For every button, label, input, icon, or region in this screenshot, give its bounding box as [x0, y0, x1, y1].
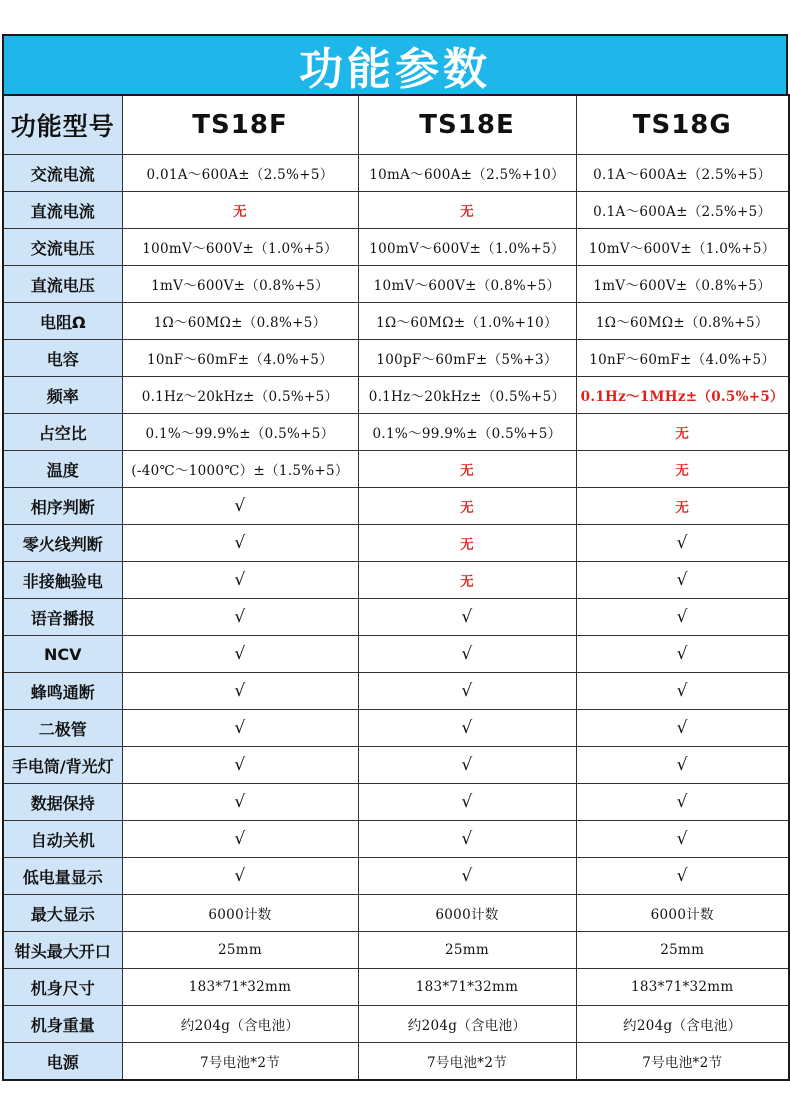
- spec-value-ts18f: √: [122, 821, 358, 858]
- title-banner: [2, 34, 788, 94]
- spec-value-ts18e: 无: [358, 488, 576, 525]
- spec-row: [3, 266, 789, 303]
- spec-value-ts18g: 25mm: [576, 932, 789, 969]
- spec-value-ts18f: 0.1%～99.9%±（0.5%+5）: [122, 414, 358, 451]
- spec-value-ts18f: √: [122, 784, 358, 821]
- spec-value-ts18g: √: [576, 562, 789, 599]
- spec-value-ts18e: √: [358, 858, 576, 895]
- spec-value-ts18f: 0.1Hz～20kHz±（0.5%+5）: [122, 377, 358, 414]
- spec-value-ts18g: 10nF～60mF±（4.0%+5）: [576, 340, 789, 377]
- spec-value-ts18f: √: [122, 673, 358, 710]
- spec-value-ts18f: √: [122, 488, 358, 525]
- spec-row: [3, 673, 789, 710]
- spec-label: 占空比: [3, 414, 122, 451]
- spec-value-ts18f: √: [122, 858, 358, 895]
- spec-value-ts18g: 无: [576, 414, 789, 451]
- spec-value-ts18g: 183*71*32mm: [576, 969, 789, 1006]
- spec-label: 电容: [3, 340, 122, 377]
- spec-value-ts18g: 7号电池*2节: [576, 1043, 789, 1081]
- spec-value-ts18g: 无: [576, 451, 789, 488]
- spec-value-ts18g: √: [576, 599, 789, 636]
- spec-value-ts18f: √: [122, 525, 358, 562]
- spec-label: 电源: [3, 1043, 122, 1081]
- spec-value-ts18g: √: [576, 821, 789, 858]
- spec-value-ts18f: √: [122, 636, 358, 673]
- spec-row: [3, 525, 789, 562]
- spec-value-ts18g: √: [576, 858, 789, 895]
- page-title: 功能参数: [299, 44, 491, 95]
- spec-table: [2, 94, 790, 1081]
- spec-value-ts18g: √: [576, 710, 789, 747]
- spec-row: [3, 784, 789, 821]
- spec-value-ts18f: 7号电池*2节: [122, 1043, 358, 1081]
- spec-row: [3, 451, 789, 488]
- spec-value-ts18e: 无: [358, 451, 576, 488]
- spec-value-ts18e: 6000计数: [358, 895, 576, 932]
- spec-row: [3, 229, 789, 266]
- spec-value-ts18e: 1Ω～60MΩ±（1.0%+10）: [358, 303, 576, 340]
- spec-label: 最大显示: [3, 895, 122, 932]
- spec-label: 直流电流: [3, 192, 122, 229]
- feature-header: 功能型号: [3, 95, 122, 155]
- spec-label: 交流电压: [3, 229, 122, 266]
- spec-value-ts18e: √: [358, 599, 576, 636]
- spec-value-ts18g: 10mV～600V±（1.0%+5）: [576, 229, 789, 266]
- model-header-ts18e: TS18E: [358, 95, 576, 155]
- spec-row: [3, 340, 789, 377]
- spec-value-ts18f: √: [122, 599, 358, 636]
- spec-label: 机身尺寸: [3, 969, 122, 1006]
- spec-value-ts18e: 无: [358, 192, 576, 229]
- spec-value-ts18e: 0.1%～99.9%±（0.5%+5）: [358, 414, 576, 451]
- spec-label: 温度: [3, 451, 122, 488]
- spec-value-ts18e: √: [358, 673, 576, 710]
- spec-label: 二极管: [3, 710, 122, 747]
- spec-value-ts18g: √: [576, 784, 789, 821]
- spec-value-ts18e: √: [358, 821, 576, 858]
- spec-row: [3, 969, 789, 1006]
- spec-value-ts18g: 0.1A～600A±（2.5%+5）: [576, 192, 789, 229]
- spec-row: [3, 599, 789, 636]
- spec-label: 电阻Ω: [3, 303, 122, 340]
- spec-value-ts18f: 100mV～600V±（1.0%+5）: [122, 229, 358, 266]
- spec-value-ts18f: 10nF～60mF±（4.0%+5）: [122, 340, 358, 377]
- spec-value-ts18f: 约204g（含电池）: [122, 1006, 358, 1043]
- spec-row: [3, 747, 789, 784]
- spec-row: [3, 155, 789, 192]
- spec-value-ts18g: √: [576, 673, 789, 710]
- spec-value-ts18e: √: [358, 710, 576, 747]
- spec-value-ts18e: 10mV～600V±（0.8%+5）: [358, 266, 576, 303]
- spec-value-ts18f: 25mm: [122, 932, 358, 969]
- spec-row: [3, 414, 789, 451]
- spec-row: [3, 636, 789, 673]
- spec-label: 手电筒/背光灯: [3, 747, 122, 784]
- spec-value-ts18e: 无: [358, 525, 576, 562]
- spec-value-ts18f: (-40℃～1000℃）±（1.5%+5）: [122, 451, 358, 488]
- spec-value-ts18g: 约204g（含电池）: [576, 1006, 789, 1043]
- spec-label: 相序判断: [3, 488, 122, 525]
- spec-value-ts18e: 25mm: [358, 932, 576, 969]
- spec-row: [3, 932, 789, 969]
- spec-value-ts18g: 1Ω～60MΩ±（0.8%+5）: [576, 303, 789, 340]
- spec-value-ts18g: 6000计数: [576, 895, 789, 932]
- spec-label: 频率: [3, 377, 122, 414]
- spec-value-ts18e: √: [358, 636, 576, 673]
- spec-value-ts18f: √: [122, 747, 358, 784]
- spec-row: [3, 821, 789, 858]
- spec-value-ts18e: 7号电池*2节: [358, 1043, 576, 1081]
- spec-row: [3, 488, 789, 525]
- spec-value-ts18e: 183*71*32mm: [358, 969, 576, 1006]
- spec-label: 交流电流: [3, 155, 122, 192]
- spec-label: NCV: [3, 636, 122, 673]
- model-header-ts18g: TS18G: [576, 95, 789, 155]
- spec-row: [3, 895, 789, 932]
- spec-value-ts18e: √: [358, 747, 576, 784]
- spec-label: 低电量显示: [3, 858, 122, 895]
- spec-row: [3, 858, 789, 895]
- spec-row: [3, 1043, 789, 1081]
- spec-row: [3, 192, 789, 229]
- spec-row: [3, 562, 789, 599]
- spec-value-ts18g: √: [576, 747, 789, 784]
- spec-value-ts18e: 约204g（含电池）: [358, 1006, 576, 1043]
- spec-value-ts18f: 6000计数: [122, 895, 358, 932]
- spec-row: [3, 1006, 789, 1043]
- spec-value-ts18f: 183*71*32mm: [122, 969, 358, 1006]
- spec-value-ts18e: 0.1Hz～20kHz±（0.5%+5）: [358, 377, 576, 414]
- spec-value-ts18e: 100pF～60mF±（5%+3）: [358, 340, 576, 377]
- spec-value-ts18g: 无: [576, 488, 789, 525]
- spec-value-ts18g: 0.1Hz～1MHz±（0.5%+5）: [576, 377, 789, 414]
- spec-value-ts18g: √: [576, 636, 789, 673]
- header-row: [3, 95, 789, 155]
- spec-label: 数据保持: [3, 784, 122, 821]
- spec-value-ts18g: √: [576, 525, 789, 562]
- spec-label: 钳头最大开口: [3, 932, 122, 969]
- spec-value-ts18f: 无: [122, 192, 358, 229]
- spec-row: [3, 710, 789, 747]
- spec-value-ts18e: 100mV～600V±（1.0%+5）: [358, 229, 576, 266]
- spec-label: 非接触验电: [3, 562, 122, 599]
- spec-value-ts18f: 1mV～600V±（0.8%+5）: [122, 266, 358, 303]
- spec-value-ts18f: 0.01A～600A±（2.5%+5）: [122, 155, 358, 192]
- model-header-ts18f: TS18F: [122, 95, 358, 155]
- spec-value-ts18g: 0.1A～600A±（2.5%+5）: [576, 155, 789, 192]
- spec-value-ts18f: 1Ω～60MΩ±（0.8%+5）: [122, 303, 358, 340]
- spec-label: 机身重量: [3, 1006, 122, 1043]
- spec-label: 直流电压: [3, 266, 122, 303]
- spec-label: 自动关机: [3, 821, 122, 858]
- spec-sheet: [2, 34, 788, 1081]
- spec-value-ts18f: √: [122, 562, 358, 599]
- spec-label: 零火线判断: [3, 525, 122, 562]
- spec-row: [3, 377, 789, 414]
- spec-value-ts18e: 无: [358, 562, 576, 599]
- spec-value-ts18f: √: [122, 710, 358, 747]
- spec-value-ts18e: 10mA～600A±（2.5%+10）: [358, 155, 576, 192]
- spec-row: [3, 303, 789, 340]
- spec-label: 语音播报: [3, 599, 122, 636]
- spec-value-ts18e: √: [358, 784, 576, 821]
- spec-value-ts18g: 1mV～600V±（0.8%+5）: [576, 266, 789, 303]
- spec-label: 蜂鸣通断: [3, 673, 122, 710]
